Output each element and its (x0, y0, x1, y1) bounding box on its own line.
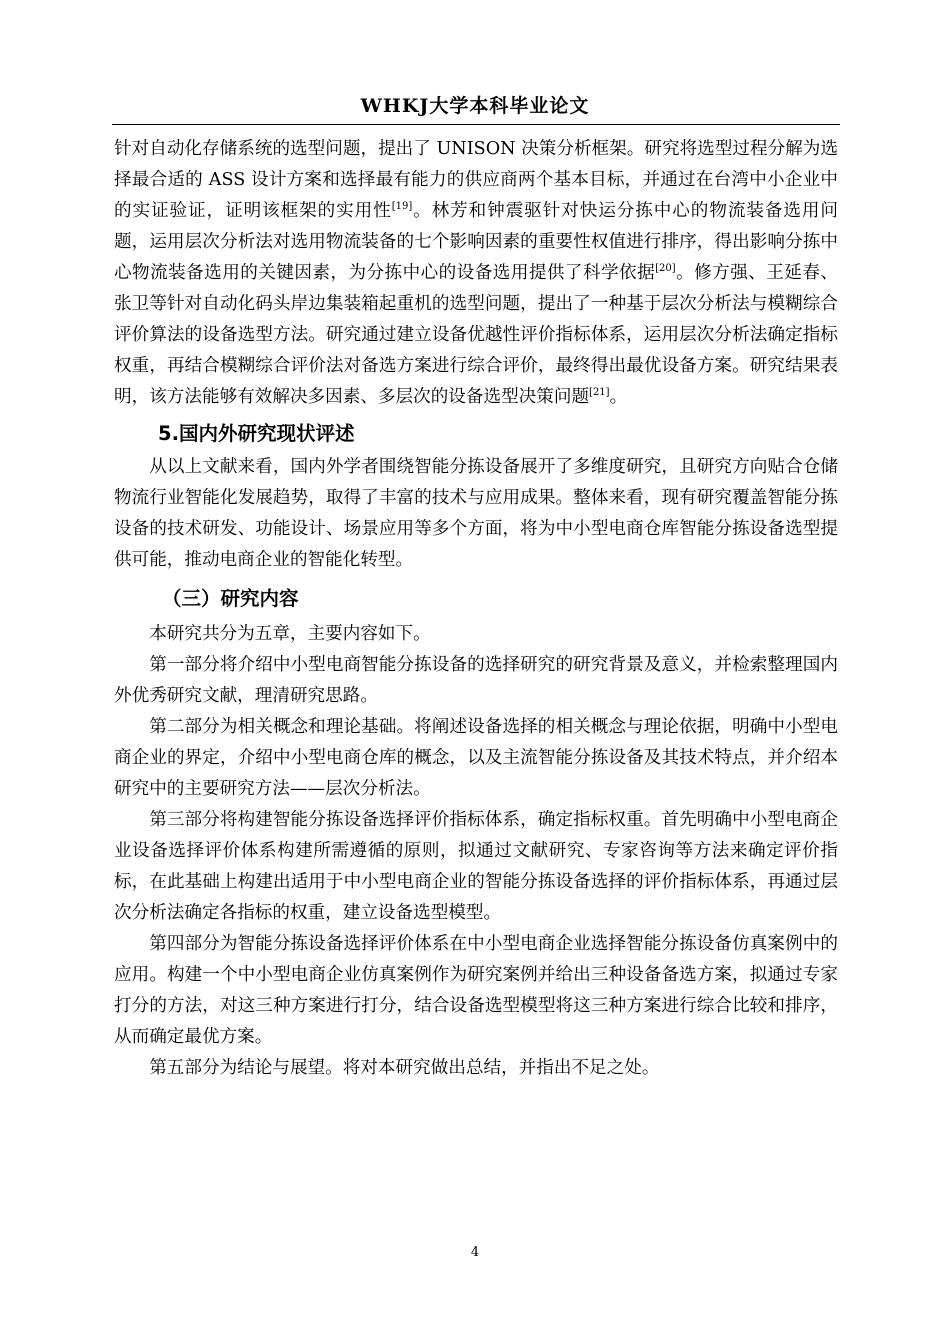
paragraph-part-two: 第二部分为相关概念和理论基础。将阐述设备选择的相关概念与理论依据，明确中小型电商企业的界定，介绍中小型电商仓库的概念，以及主流智能分拣设备及其技术特点，并介绍本研究中的主要研究方法——层次分析法。 (114, 717, 838, 799)
page-body (114, 134, 838, 1084)
paragraph-review: 从以上文献来看，国内外学者围绕智能分拣设备展开了多维度研究，且研究方向贴合仓储物流行业智能化发展趋势，取得了丰富的技术与应用成果。整体来看，现有研究覆盖智能分拣设备的技术研发、功能设计、场景应用等多个方面，将为中小型电商仓库智能分拣设备选型提供可能，推动电商企业的智能化转型。 (114, 457, 838, 570)
page-number: 4 (470, 1245, 480, 1260)
section-heading-research-content: （三）研究内容 (162, 587, 299, 610)
paragraph-text: 针对自动化存储系统的选型问题，提出了 UNISON 决策分析框架。研究将选型过程分解为选择最合适的 ASS 设计方案和选择最有能力的供应商两个基本目标，并通过在台湾中小企业中的实证验证，证明该框架的实用性 (114, 139, 838, 221)
citation-20: [20] (655, 263, 676, 274)
paragraph-part-three: 第三部分将构建智能分拣设备选择评价指标体系，确定指标权重。首先明确中小型电商企业设备选择评价体系构建所需遵循的原则，拟通过文献研究、专家咨询等方法来确定评价指标，在此基础上构建出适用于中小型电商企业的智能分拣设备选择的评价指标体系，再通过层次分析法确定各指标的权重，建立设备选型模型。 (114, 810, 838, 923)
citation-21: [21] (589, 387, 610, 398)
page-header-title: WHKJ大学本科毕业论文 (360, 95, 590, 117)
paragraph-overview: 本研究共分为五章，主要内容如下。 (149, 624, 431, 644)
paragraph-text: 。林芳和钟震驱针对快运分拣中心的物流装备选用问题，运用层次分析法对选用物流装备的七个影响因素的重要性权值进行排序，得出影响分拣中心物流装备选用的关键因素，为分拣中心的设备选用提供了科学依据 (114, 201, 838, 283)
citation-19: [19] (391, 201, 413, 212)
header-divider (112, 124, 840, 125)
paragraph-text: 。 (609, 387, 628, 407)
paragraph-part-one: 第一部分将介绍中小型电商智能分拣设备的选择研究的研究背景及意义，并检索整理国内外优秀研究文献，理清研究思路。 (114, 655, 838, 706)
paragraph-literature-continued (114, 134, 838, 413)
paragraph-text: 。修方强、王延春、张卫等针对自动化码头岸边集装箱起重机的选型问题，提出了一种基于层次分析法与模糊综合评价算法的设备选型方法。研究通过建立设备优越性评价指标体系，运用层次分析法确定指标权重，再结合模糊综合评价法对备选方案进行综合评价，最终得出最优设备方案。研究结果表明，该方法能够有效解决多因素、多层次的设备选型决策问题 (114, 263, 838, 407)
section-heading-review: 5.国内外研究现状评述 (158, 422, 355, 445)
paragraph-part-five: 第五部分为结论与展望。将对本研究做出总结，并指出不足之处。 (149, 1058, 660, 1078)
paragraph-part-four: 第四部分为智能分拣设备选择评价体系在中小型电商企业选择智能分拣设备仿真案例中的应用。构建一个中小型电商企业仿真案例作为研究案例并给出三种设备备选方案，拟通过专家打分的方法，对这三种方案进行打分，结合设备选型模型将这三种方案进行综合比较和排序，从而确定最优方案。 (114, 934, 838, 1047)
